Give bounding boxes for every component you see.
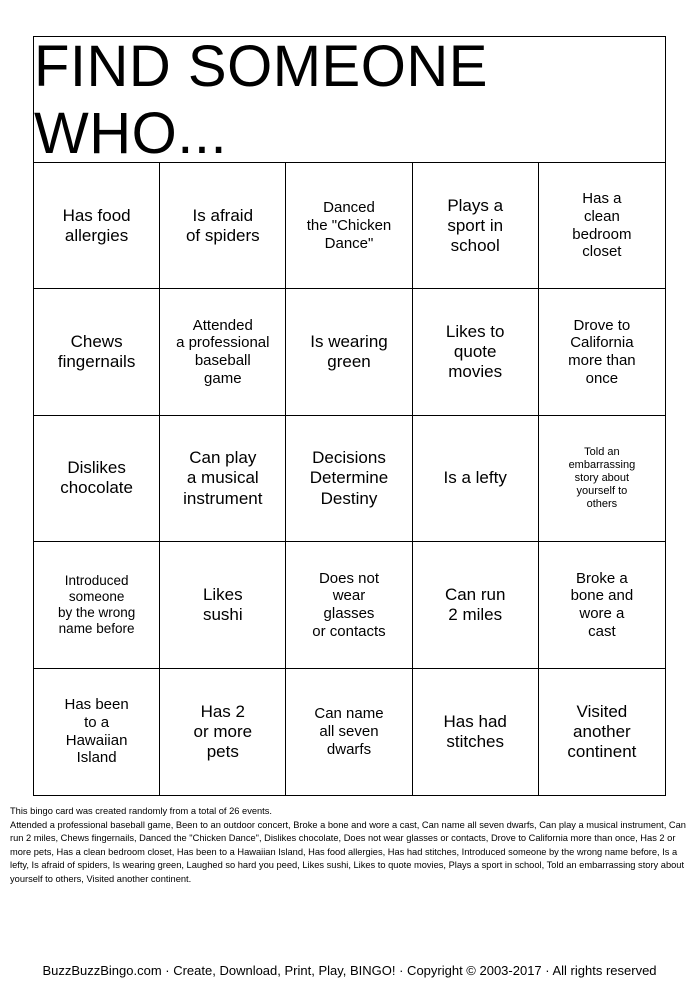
bingo-cell[interactable]: Broke a bone and wore a cast (539, 542, 665, 668)
bingo-cell[interactable]: Danced the "Chicken Dance" (286, 163, 412, 289)
bingo-cell[interactable]: Can name all seven dwarfs (286, 669, 412, 795)
bingo-cell[interactable]: Chews fingernails (34, 289, 160, 415)
bingo-cell[interactable]: Is a lefty (413, 416, 539, 542)
bingo-cell[interactable]: Has 2 or more pets (160, 669, 286, 795)
bingo-cell[interactable]: Likes sushi (160, 542, 286, 668)
bingo-cell[interactable]: Has had stitches (413, 669, 539, 795)
bingo-cell[interactable]: Is afraid of spiders (160, 163, 286, 289)
bingo-cell[interactable]: Told an embarrassing story about yourself to others (539, 416, 665, 542)
bingo-cell[interactable]: Has been to a Hawaiian Island (34, 669, 160, 795)
bingo-cell[interactable]: Decisions Determine Destiny (286, 416, 412, 542)
bingo-cell[interactable]: Visited another continent (567, 701, 637, 761)
bingo-grid (34, 163, 665, 795)
bingo-cell[interactable]: Likes to quote movies (413, 289, 539, 415)
bingo-cell[interactable]: Is wearing green (286, 289, 412, 415)
bingo-cell[interactable]: Introduced someone by the wrong name before (34, 542, 160, 668)
card-info (10, 805, 692, 886)
card-title: FIND SOMEONE WHO... (34, 37, 665, 163)
bingo-cell[interactable]: Drove to California more than once (539, 289, 665, 415)
created-note: This bingo card was created randomly from a total of 26 events. (10, 806, 272, 816)
bingo-cell[interactable]: Plays a sport in school (413, 163, 539, 289)
bingo-cell[interactable]: Can play a musical instrument (160, 416, 286, 542)
bingo-cell[interactable]: Can run 2 miles (413, 542, 539, 668)
bingo-cell[interactable]: Dislikes chocolate (34, 416, 160, 542)
footer: BuzzBuzzBingo.com · Create, Download, Print, Play, BINGO! · Copyright © 2003-2017 · All rights reserved (42, 963, 657, 978)
events-list: Attended a professional baseball game, Been to an outdoor concert, Broke a bone and wore a cast, Can name all seven dwarfs, Can play a musical instrument, Can run 2 miles, Chews fingernails, Danced the "Chicken Dance", Dislikes chocolate, Does not wear glasses or contacts, Drove to California more than once, Has 2 or more pets, Has a clean bedroom closet, Has been to a Hawaiian Island, Has food allergies, Has had stitches, Introduced someone by the wrong name before, Is a lefty, Is afraid of spiders, Is wearing green, Laughed so hard you peed, Likes sushi, Likes to quote movies, Plays a sport in school, Told an embarrassing story about yourself to others, Visited another continent. (10, 819, 686, 884)
bingo-cell[interactable]: Attended a professional baseball game (160, 289, 286, 415)
bingo-cell[interactable]: Does not wear glasses or contacts (286, 542, 412, 668)
bingo-cell[interactable]: Has a clean bedroom closet (539, 163, 665, 289)
bingo-card (33, 33, 666, 796)
bingo-cell[interactable]: Has food allergies (34, 163, 160, 289)
